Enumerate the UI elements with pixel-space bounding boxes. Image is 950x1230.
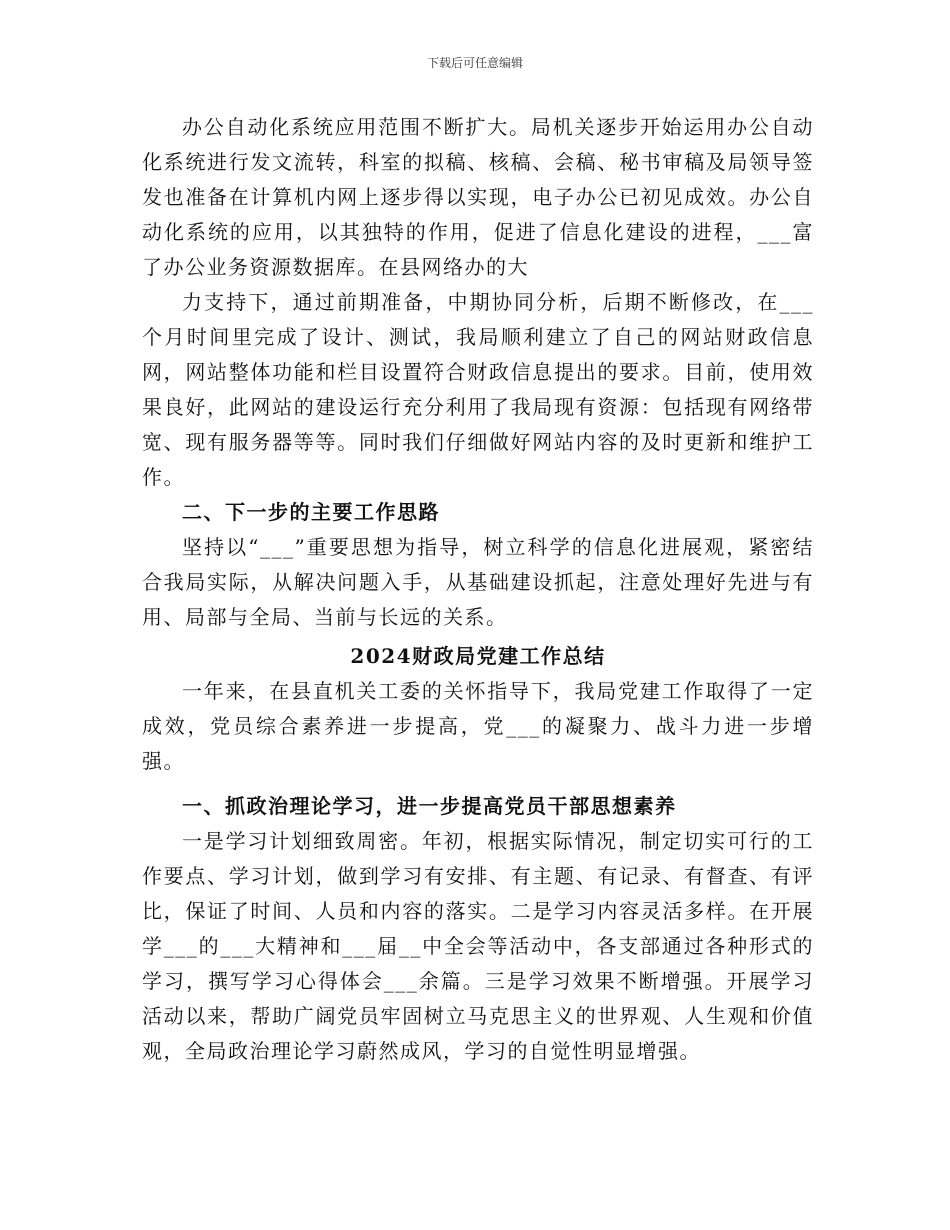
paragraph-office-automation: 办公自动化系统应用范围不断扩大。局机关逐步开始运用办公自动化系统进行发文流转，科室的拟稿、核稿、会稿、秘书审稿及局领导签发也准备在计算机内网上逐步得以实现，电子办公已初见成效。办公自动化系统的应用，以其独特的作用，促进了信息化建设的进程，___富了办公业务资源数据库。在县网络办的大: [142, 115, 814, 279]
paragraph-guidance: 坚持以“___”重要思想为指导，树立科学的信息化进展观，紧密结合我局实际，从解决问题入手，从基础建设抓起，注意处理好先进与有用、局部与全局、当前与长远的关系。: [142, 535, 814, 629]
paragraph-intro: 一年来，在县直机关工委的关怀指导下，我局党建工作取得了一定成效，党员综合素养进一步提高，党___的凝聚力、战斗力进一步增强。: [142, 679, 814, 773]
paragraph-study-plan: 一是学习计划细致周密。年初，根据实际情况，制定切实可行的工作要点、学习计划，做到学习有安排、有主题、有记录、有督查、有评比，保证了时间、人员和内容的落实。二是学习内容灵活多样。在开展学___的___大精神和___届__中全会等活动中，各支部通过各种形式的学习，撰写学习心得体会___余篇。三是学习效果不断增强。开展学习活动以来，帮助广阔党员牢固树立马克思主义的世界观、人生观和价值观，全局政治理论学习蔚然成风，学习的自觉性明显增强。: [142, 829, 814, 1063]
section-title: 2024财政局党建工作总结: [350, 644, 606, 668]
heading-next-steps: 二、下一步的主要工作思路: [182, 500, 440, 524]
heading-political-study: 一、抓政治理论学习，进一步提高党员干部思想素养: [182, 794, 677, 818]
page-header: 下载后可任意编辑: [426, 56, 523, 70]
document-body: [142, 110, 814, 1069]
paragraph-website: 力支持下，通过前期准备，中期协同分析，后期不断修改，在___个月时间里完成了设计、测试，我局顺利建立了自己的网站财政信息网，网站整体功能和栏目设置符合财政信息提出的要求。目前，使用效果良好，此网站的建设运行充分利用了我局现有资源：包括现有网络带宽、现有服务器等等。同时我们仔细做好网站内容的及时更新和维护工作。: [142, 290, 814, 489]
